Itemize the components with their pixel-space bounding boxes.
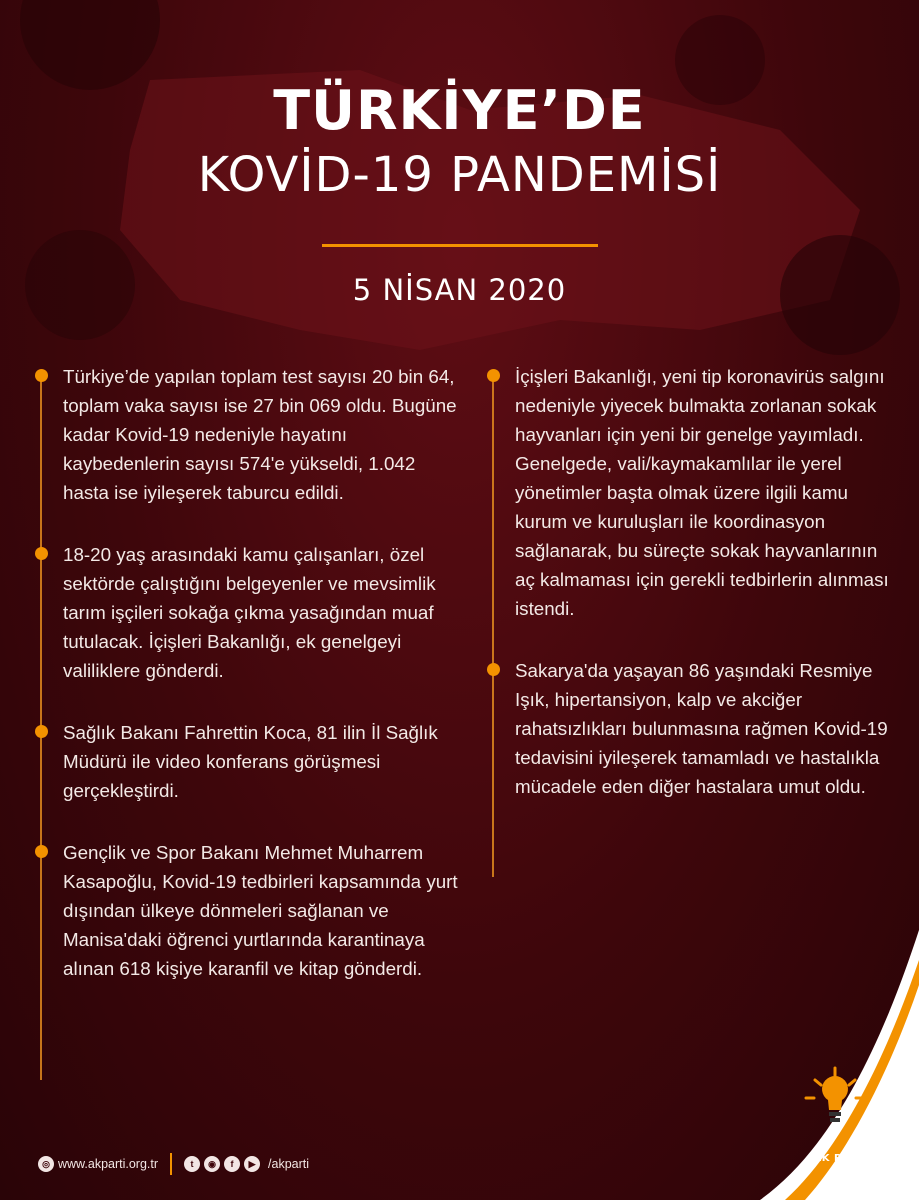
news-item (38, 718, 458, 805)
news-text: İçişleri Bakanlığı, yeni tip koronavirüs salgını nedeniyle yiyecek bulmakta zorlanan sokak hayvanları için yeni bir genelge yayımladı. Genelgede, vali/kaymakamlılar ile yerel yönetimler başta olmak üzere ilgili kamu kurum ve kuruluşları ile koordinasyon sağlanarak, bu süreçte sokak hayvanlarının aç kalmaması için gerekli tedbirlerin alınması istendi. (515, 366, 889, 619)
website-link[interactable]: www.akparti.org.tr (58, 1157, 159, 1171)
news-item (38, 540, 458, 685)
bullet-dot (35, 369, 48, 382)
news-text: Sağlık Bakanı Fahrettin Koca, 81 ilin İl Sağlık Müdürü ile video konferans görüşmesi gerçekleştirdi. (63, 722, 438, 801)
bullet-dot (487, 369, 500, 382)
page-header (0, 80, 919, 307)
news-text: 18-20 yaş arasındaki kamu çalışanları, özel sektörde çalıştığını belgeyenler ve mevsimlik tarım işçileri sokağa çıkma yasağından muaf tutulacak. İçişleri Bakanlığı, ek genelgeyi valiliklere gönderdi. (63, 544, 436, 681)
page-title: TÜRKİYE’DE (273, 79, 646, 142)
left-column (38, 362, 458, 1080)
social-handle[interactable]: /akparti (268, 1157, 310, 1171)
facebook-icon[interactable]: f (224, 1156, 240, 1172)
twitter-icon[interactable]: t (184, 1156, 200, 1172)
title-divider (322, 244, 598, 247)
news-item (490, 656, 890, 801)
bullet-dot (35, 725, 48, 738)
bullet-dot (487, 663, 500, 676)
instagram-icon[interactable]: ◉ (204, 1156, 220, 1172)
news-item (38, 838, 458, 983)
bullet-dot (35, 845, 48, 858)
news-text: Sakarya'da yaşayan 86 yaşındaki Resmiye Işık, hipertansiyon, kalp ve akciğer rahatsızlıkları bulunmasına rağmen Kovid-19 tedavisini iyileşerek tamamladı ve hastalıkla mücadele eden diğer hastalara umut oldu. (515, 660, 888, 797)
news-text: Gençlik ve Spor Bakanı Mehmet Muharrem Kasapoğlu, Kovid-19 tedbirleri kapsamında yurt dışından ülkeye dönmeleri sağlanan ve Manisa'daki öğrenci yurtlarında karantinaya alınan 618 kişiye karanfil ve kitap gönderdi. (63, 842, 458, 979)
footer (38, 1152, 309, 1176)
globe-icon: ◎ (38, 1156, 54, 1172)
right-column (490, 362, 890, 877)
brand-logo-text: AK PARTİ (813, 1153, 869, 1164)
news-text: Türkiye’de yapılan toplam test sayısı 20 bin 64, toplam vaka sayısı ise 27 bin 069 oldu. Bugüne kadar Kovid-19 nedeniyle hayatını kaybedenlerin sayısı 574'e yükseldi, 1.042 hasta ise iyileşerek taburcu edildi. (63, 366, 457, 503)
news-item (490, 362, 890, 623)
footer-separator (170, 1153, 172, 1175)
page-subtitle: KOVİD-19 PANDEMİSİ (197, 147, 722, 203)
news-item (38, 362, 458, 507)
youtube-icon[interactable]: ▶ (244, 1156, 260, 1172)
bullet-dot (35, 547, 48, 560)
date-label: 5 NİSAN 2020 (352, 273, 567, 307)
